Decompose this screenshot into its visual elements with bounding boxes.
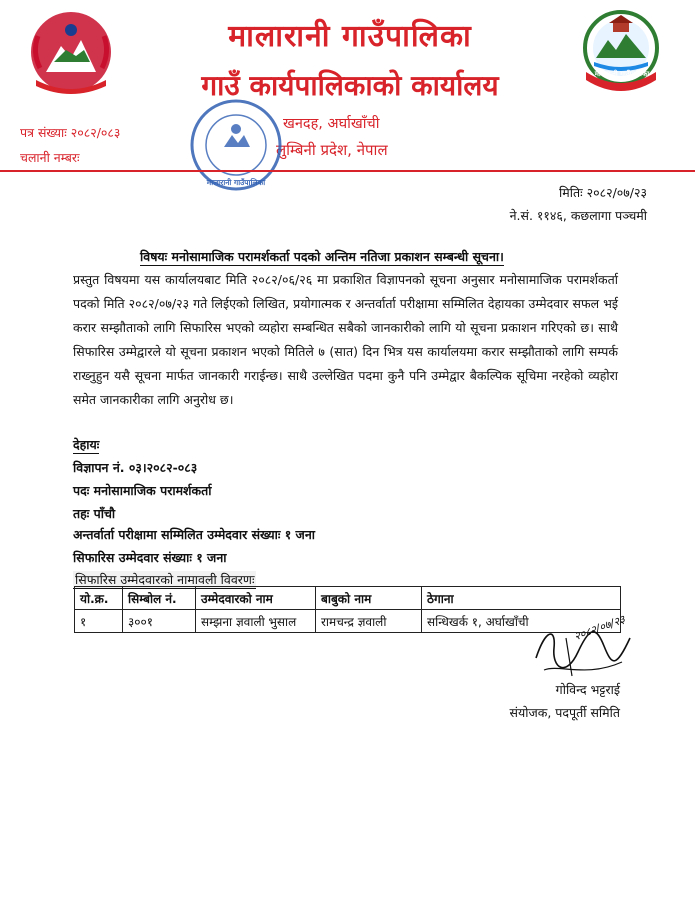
cell-symbol-no: ३००१ — [123, 610, 196, 633]
ad-number: विज्ञापन नं. ०३।२०८२-०८३ — [73, 460, 198, 475]
nepal-emblem-icon — [26, 6, 116, 98]
candidate-list-heading: सिफारिस उम्मेदवारको नामावली विवरणः — [75, 572, 255, 587]
cell-father-name: रामचन्द्र ज्ञवाली — [316, 610, 422, 633]
table-header-row — [75, 587, 621, 610]
header-candidate-name: उम्मेदवारको नाम — [196, 587, 316, 610]
signature-handwritten-date: २०८२/०७/२३ — [572, 612, 627, 644]
body-paragraph: प्रस्तुत विषयमा यस कार्यालयबाट मिति २०८२/०६/२६ मा प्रकाशित विज्ञापनको सूचना अनुसार मनोसामाजिक परामर्शकर्ता पदको मिति २०८२/०७/२३ गते लिईएको लिखित, प्रयोगात्मक र अन्तर्वार्ता परीक्षामा सम्मिलित देहायका उम्मेदवार सफल भई करार सम्झौताको लागि सिफारिस भएको व्यहोरा सम्बन्धित सबैको जानकारीको लागि यो सूचना प्रकाशन गरिएको छ। साथै सिफारिस उम्मेद्वारले यो सूचना प्रकाशन भएको मितिले ७ (सात) दिन भित्र यस कार्यालयमा करार सम्झौताको लागि सम्पर्क राख्नुहुन यसै सूचना मार्फत जानकारी गराईन्छ। साथै उल्लेखित पदमा कुनै पनि उम्मेद्वार बैकल्पिक सूचिमा नरहेको व्यहोरा समेत जानकारीका लागि अनुरोध छ। — [73, 272, 618, 407]
header-symbol-no: सिम्बोल नं. — [123, 587, 196, 610]
subject-line: विषयः मनोसामाजिक परामर्शकर्ता पदको अन्तिम नतिजा प्रकाशन सम्बन्धी सूचना। — [140, 249, 504, 264]
cell-serial: १ — [75, 610, 123, 633]
stamp-text: मालारानी गाउँपालिका — [206, 178, 266, 187]
signer-name: गोविन्द भट्टराई — [555, 682, 620, 697]
post-level: तहः पाँचौ — [73, 506, 116, 521]
header-divider — [0, 170, 695, 172]
municipality-logo-icon — [580, 6, 662, 96]
letter-number: पत्र संख्याः २०८२/०८३ — [20, 125, 121, 140]
details-heading: देहायः — [73, 437, 100, 452]
logo-caption: मालारानी गाउँपालिका — [594, 70, 650, 78]
recommended-count: सिफारिस उम्मेदवार संख्याः १ जना — [73, 550, 227, 565]
cell-address: सन्धिखर्क १, अर्घाखाँची — [422, 610, 621, 633]
signer-designation: संयोजक, पदपूर्ती समिति — [509, 705, 620, 720]
interview-count: अन्तर्वार्ता परीक्षामा सम्मिलित उम्मेदवार संख्याः १ जना — [73, 527, 316, 542]
dispatch-number: चलानी नम्बरः — [20, 150, 80, 165]
date-ns: ने.सं. ११४६, कछलागा पञ्चमी — [509, 208, 647, 223]
header-serial: यो.क्र. — [75, 587, 123, 610]
address-line-2: लुम्बिनी प्रदेश, नेपाल — [276, 141, 388, 159]
header-address: ठेगाना — [422, 587, 621, 610]
post-name: पदः मनोसामाजिक परामर्शकर्ता — [73, 483, 212, 498]
address-line-1: खनदह, अर्घाखाँची — [283, 116, 380, 132]
header-father-name: बाबुको नाम — [316, 587, 422, 610]
date-bs: मितिः २०८२/०७/२३ — [559, 185, 647, 200]
municipality-title: मालारानी गाउँपालिका — [228, 19, 472, 54]
cell-candidate-name: सम्झना ज्ञवाली भुसाल — [196, 610, 316, 633]
office-title: गाउँ कार्यपालिकाको कार्यालय — [201, 69, 499, 102]
